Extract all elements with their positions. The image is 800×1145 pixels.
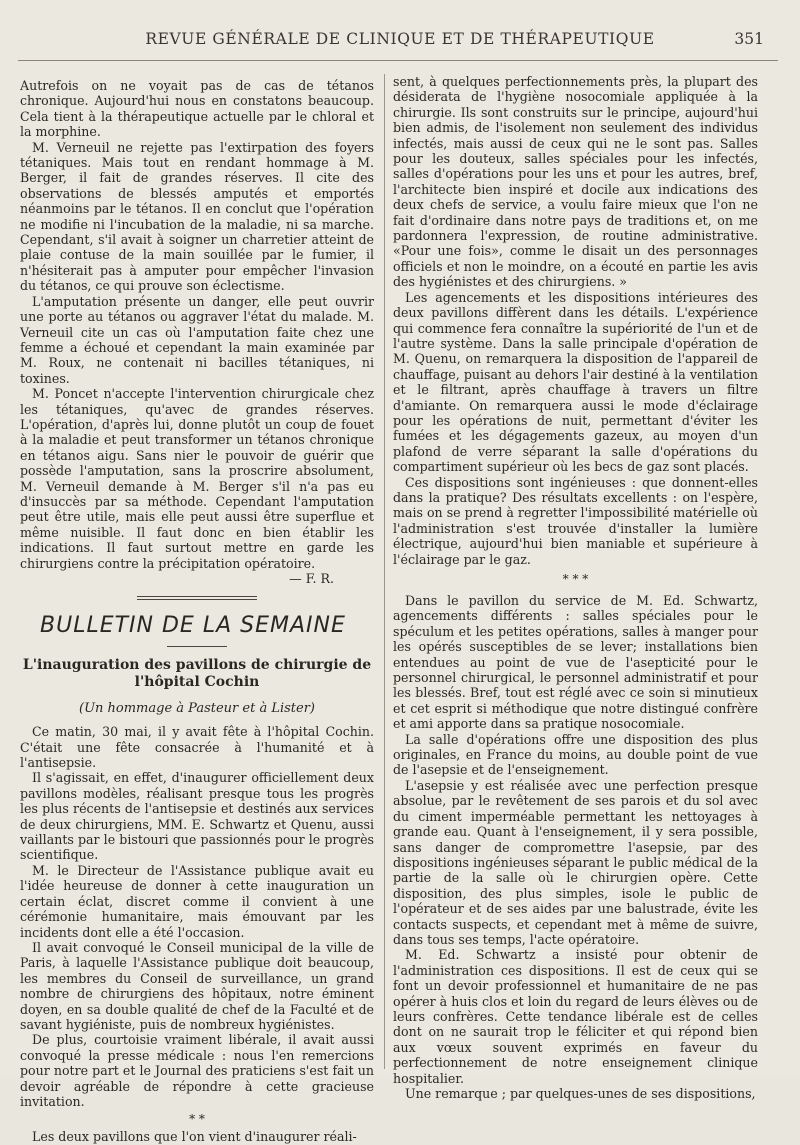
left-column (20, 78, 374, 1145)
paragraph: Les deux pavillons que l'on vient d'inaugurer réali- (32, 1129, 357, 1145)
article-title: L'inauguration des pavillons de chirurgie de l'hôpital Cochin (22, 656, 372, 690)
column-divider (384, 74, 385, 1069)
page-number: 351 (734, 30, 764, 48)
right-column (393, 74, 758, 1101)
section-rule (137, 596, 257, 600)
paragraph: Les agencements et les dispositions intérieures des deux pavillons diffèrent dans les détails. L'expérience qui commence fera connaître la supériorité de l'un et de l'autre système. Dans la salle principale d'opération de M. Quenu, on remarquera la disposition de l'appareil de chauffage, puisant au dehors l'air destiné à la ventilation et le filtrant, après chauffage à travers un filtre d'amiante. On remarquera aussi le mode d'éclairage pour les opérations de nuit, permettant d'éviter les fumées et les dégagements gazeux, au moyen d'un plafond de verre séparant la salle d'opérations du compartiment supérieur où les becs de gaz sont placés. (393, 289, 758, 475)
running-header (20, 30, 780, 52)
paragraph: M. Ed. Schwartz a insisté pour obtenir de l'administration ces dispositions. Il est de ceux qui se font un devoir professionnel et humanitaire de ne pas opérer à huis clos et loin du regard de leurs élèves ou de leurs confrères. Cette tendance libérale est de celles dont on ne saurait trop le féliciter et qui répond bien aux vœux souvent exprimés en faveur du perfectionnement de notre enseignement clinique hospitalier. (393, 947, 758, 1086)
section-title: BULLETIN DE LA SEMAINE (40, 613, 346, 639)
paragraph: Il avait convoqué le Conseil municipal de la ville de Paris, à laquelle l'Assistance publique doit beaucoup, les membres du Conseil de surveillance, un grand nombre de chirurgiens des hôpitaux, notre éminent doyen, en sa double qualité de chef de la Faculté et de savant hygiéniste, puis de nombreux hygiénistes. (20, 939, 374, 1032)
signature: — F. R. (289, 571, 334, 586)
paragraph: Ces dispositions sont ingénieuses : que donnent-elles dans la pratique? Des résultats excellents : on l'espère, mais on se prend à regretter l'impossibilité matérielle où l'administration s'est trouvée d'installer la lumière électrique, aujourd'hui bien maniable et supérieure à l'éclairage par le gaz. (393, 474, 758, 567)
paragraph: L'amputation présente un danger, elle peut ouvrir une porte au tétanos ou aggraver l'état du malade. M. Verneuil cite un cas où l'amputation faite chez une femme a échoué et cependant la main examinée par M. Roux, ne contenait ni bacilles tétaniques, ni toxines. (20, 293, 374, 386)
asterism: * * (189, 1112, 205, 1127)
header-rule (18, 60, 778, 61)
paragraph: Une remarque ; par quelques-unes de ses dispositions, (405, 1086, 756, 1101)
title-rule (167, 646, 227, 647)
paragraph: L'asepsie y est réalisée avec une perfection presque absolue, par le revêtement de ses parois et du sol avec du ciment imperméable permettant les nettoyages à grande eau. Quant à l'enseignement, il y sera possible, sans danger de compromettre l'asepsie, par des dispositions ingénieuses séparant le public médical de la partie de la salle où le chirurgien opère. Cette disposition, des plus simples, isole le public de l'opérateur et de ses aides par une balustrade, évite les contacts suspects, et cependant met à même de suivre, dans tous ses temps, l'acte opératoire. (393, 777, 758, 947)
asterism: * * * (562, 572, 589, 586)
paragraph: sent, à quelques perfectionnements près, la plupart des désiderata de l'hygiène nosocomiale appliquée à la chirurgie. Ils sont construits sur le principe, aujourd'hui bien admis, de l'isolement non seulement des individus infectés, mais aussi de ceux qui ne le sont pas. Salles pour les douteux, salles spéciales pour les infectés, salles d'opérations pour les uns et pour les autres, bref, l'architecte bien inspiré et docile aux indications des deux chefs de service, a voulu faire mieux que l'on ne fait d'ordinaire dans notre pays de traditions et, on me pardonnera l'expression, de routine administrative. «Pour une fois», comme le disait un des personnages officiels et non le moindre, on a écouté en partie les avis des hygiénistes et des chirurgiens. » (393, 74, 758, 290)
paragraph: M. le Directeur de l'Assistance publique avait eu l'idée heureuse de donner à cette inauguration un certain éclat, discret comme il convient à une cérémonie humanitaire, mais émouvant par les incidents dont elle a été l'occasion. (20, 862, 374, 940)
article-subtitle: (Un hommage à Pasteur et à Lister) (79, 700, 315, 716)
paragraph: Autrefois on ne voyait pas de cas de tétanos chronique. Aujourd'hui nous en constatons beaucoup. Cela tient à la thérapeutique actuelle par le chloral et la morphine. (20, 78, 374, 140)
paragraph: Dans le pavillon du service de M. Ed. Schwartz, agencements différents : salles spéciales pour le spéculum et les petites opérations, salles à manger pour les opérés susceptibles de se lever; installations bien entendues au point de vue de l'asepticité pour le personnel chirurgical, le personnel administratif et pour les blessés. Bref, tout est réglé avec ce soin si minutieux et cet esprit si méthodique que notre distingué confrère et ami apporte dans sa pratique nosocomiale. (393, 593, 758, 732)
running-title: REVUE GÉNÉRALE DE CLINIQUE ET DE THÉRAPEUTIQUE (145, 30, 655, 48)
paragraph: Ce matin, 30 mai, il y avait fête à l'hôpital Cochin. C'était une fête consacrée à l'humanité et à l'antisepsie. (20, 724, 374, 771)
paragraph: Il s'agissait, en effet, d'inaugurer officiellement deux pavillons modèles, réalisant presque tous les progrès les plus récents de l'antisepsie et destinés aux services de deux chirurgiens, MM. E. Schwartz et Quenu, aussi vaillants par le bistouri que passionnés pour le progrès scientifique. (20, 770, 374, 863)
paragraph: M. Poncet n'accepte l'intervention chirurgicale chez les tétaniques, qu'avec de grandes réserves. L'opération, d'après lui, donne plutôt un coup de fouet à la maladie et peut transformer un tétanos chronique en tétanos aigu. Sans nier le pouvoir de guérir que possède l'amputation, sans la proscrire absolument, M. Verneuil demande à M. Berger s'il n'a pas eu d'insuccès par sa méthode. Cependant l'amputation peut être utile, mais elle peut aussi être superflue et même nuisible. Il faut donc en bien établir les indications. Il faut surtout mettre en garde les chirurgiens contre la précipitation opératoire. (20, 386, 374, 571)
paragraph: La salle d'opérations offre une disposition des plus originales, en France du moins, au double point de vue de l'asepsie et de l'enseignement. (393, 731, 758, 778)
paragraph: De plus, courtoisie vraiment libérale, il avait aussi convoqué la presse médicale : nous l'en remercions pour notre part et le Journal des praticiens s'est fait un devoir agréable de répondre à cette gracieuse invitation. (20, 1032, 374, 1109)
paragraph: M. Verneuil ne rejette pas l'extirpation des foyers tétaniques. Mais tout en rendant hommage à M. Berger, il fait de grandes réserves. Il cite des observations de blessés amputés et emportés néanmoins par le tétanos. Il en conclut que l'opération ne modifie ni l'incubation de la maladie, ni sa marche. Cependant, s'il avait à soigner un charretier atteint de plaie contuse de la main souillée par le fumier, il n'hésiterait pas à amputer pour empêcher l'invasion du tétanos, ce qui prouve son éclectisme. (20, 139, 374, 294)
